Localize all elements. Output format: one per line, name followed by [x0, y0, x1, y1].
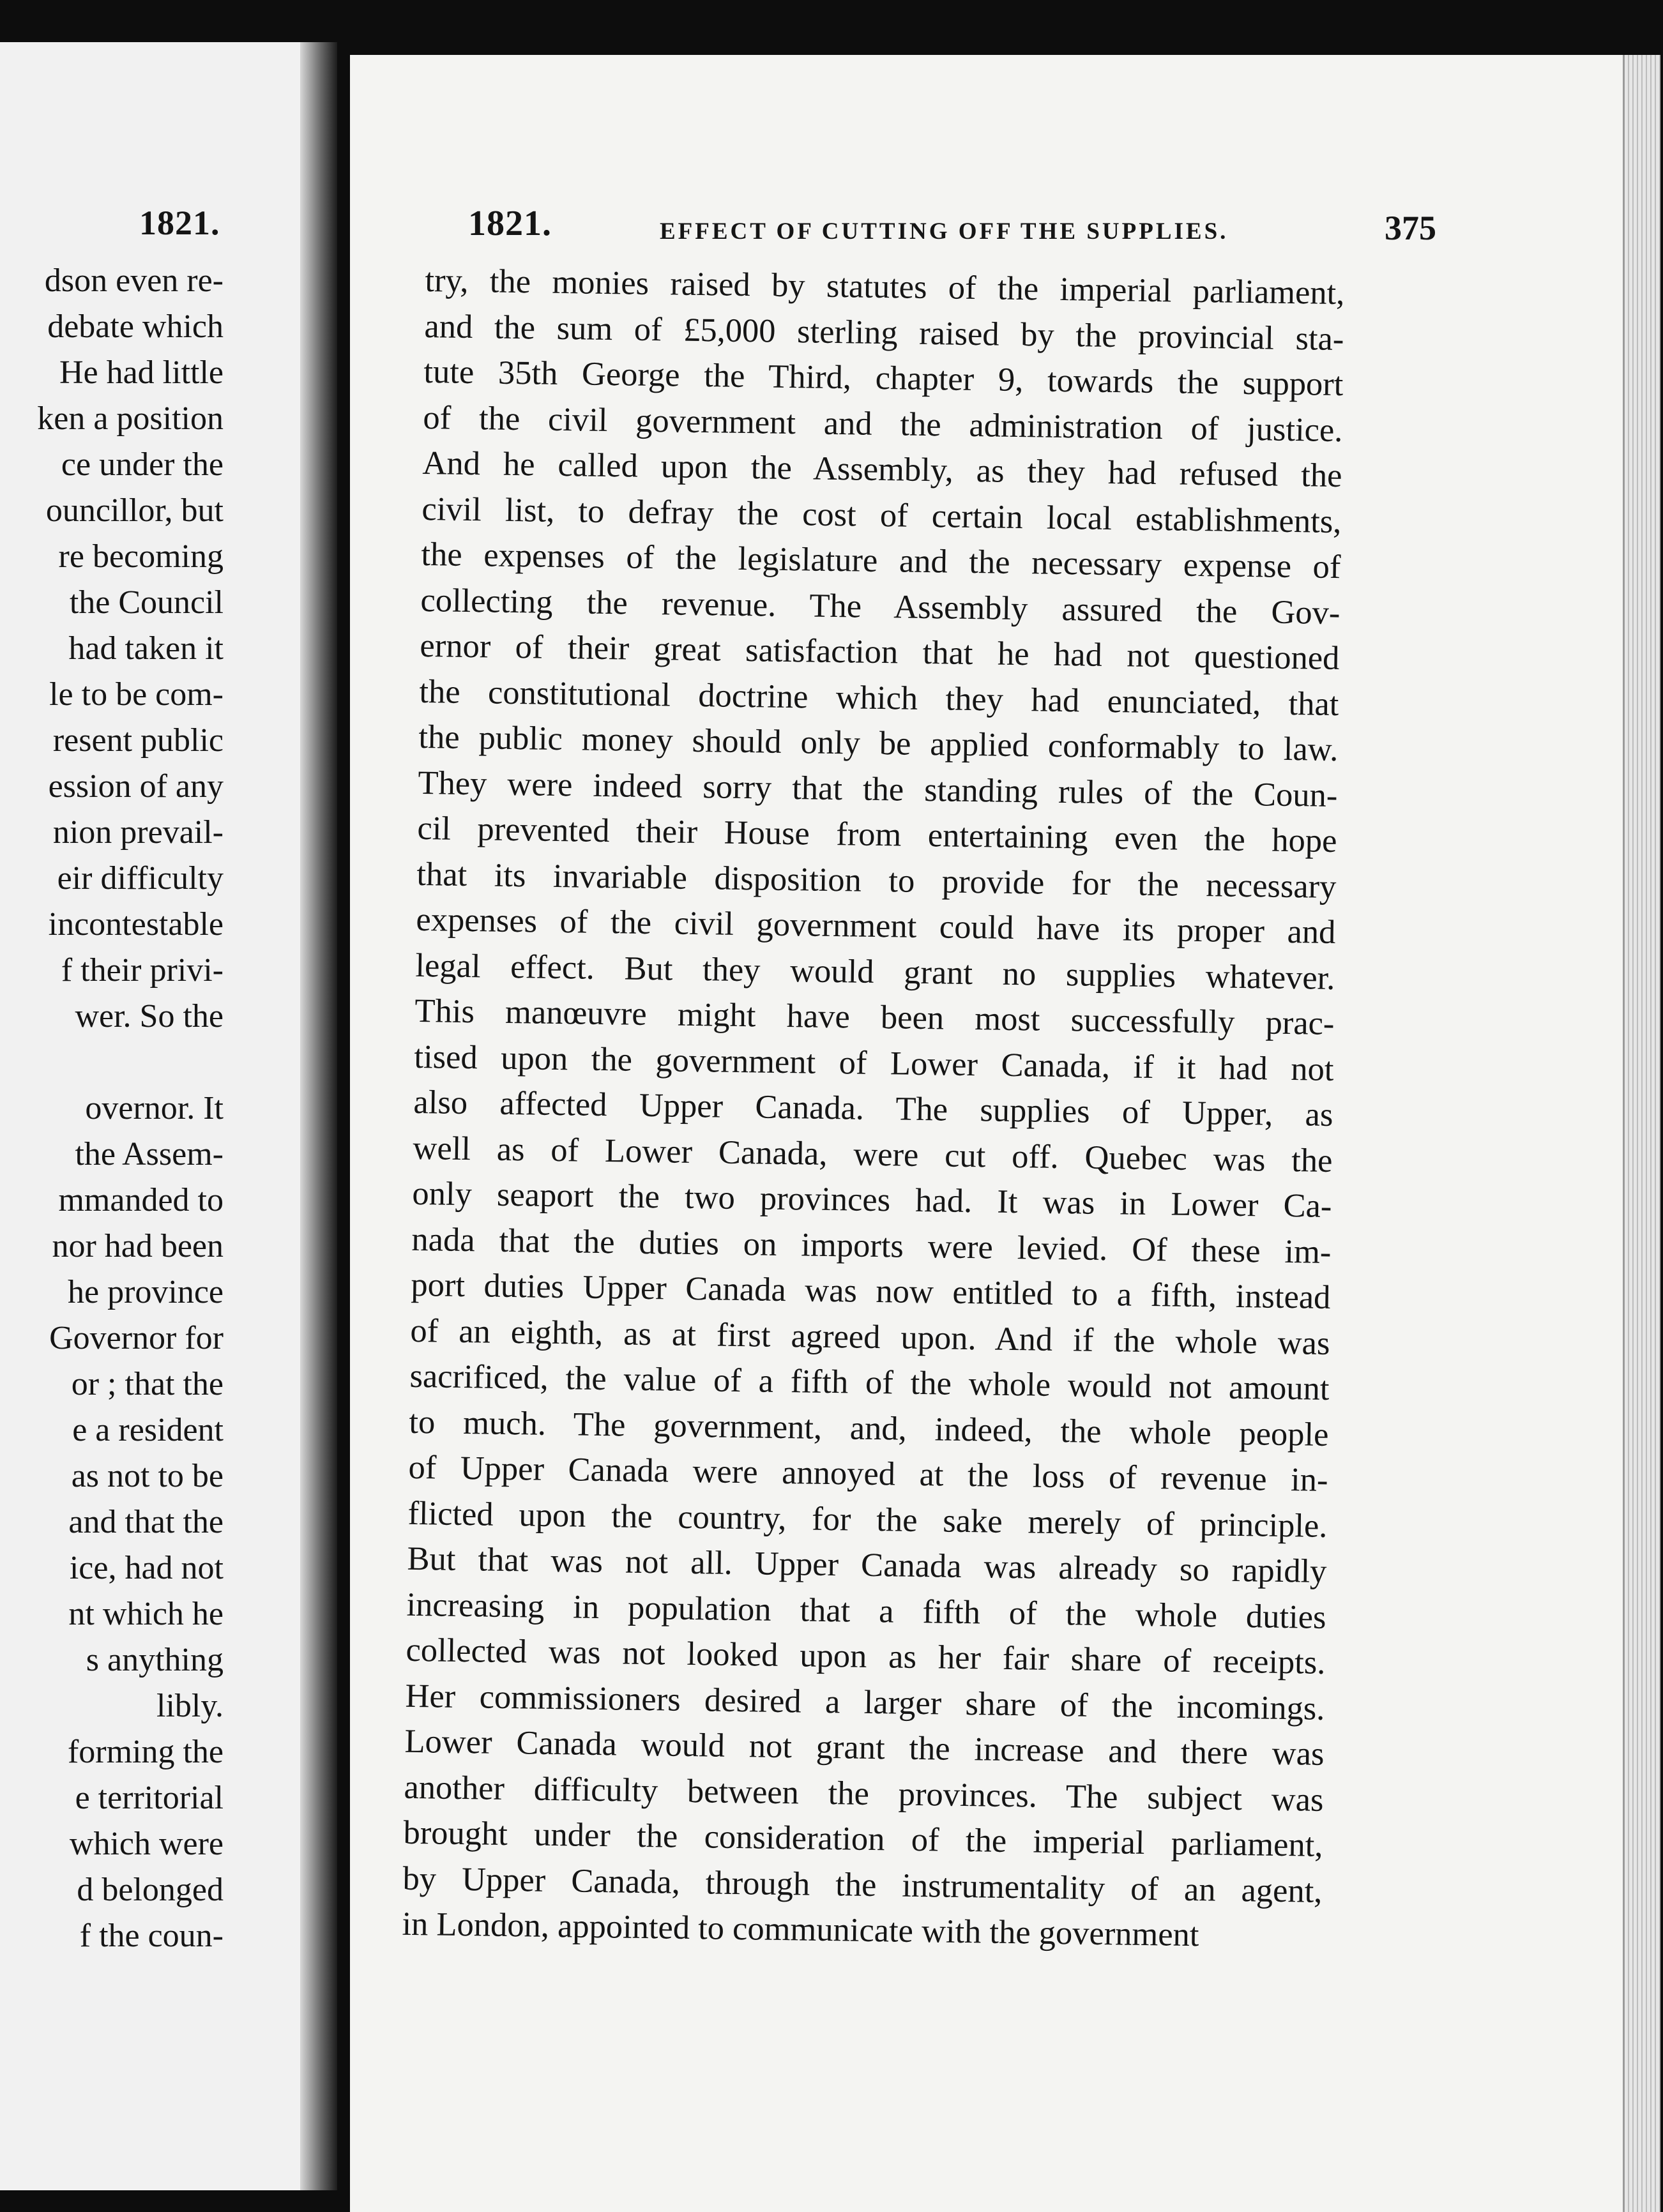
left-page-text	[0, 258, 224, 1959]
text-line: resent public	[52, 722, 224, 759]
text-line: f the coun-	[79, 1918, 224, 1954]
text-line: This manœuvre might have been most successfully prac-	[414, 992, 1335, 1042]
text-line: re becoming	[58, 538, 224, 575]
text-line: ken a position	[37, 400, 224, 437]
text-line: He had little	[59, 354, 224, 391]
text-line: mmanded to	[58, 1182, 224, 1218]
text-line: the public money should only be applied conformably to law.	[418, 718, 1339, 769]
text-line: d belonged	[77, 1872, 224, 1908]
text-line: e territorial	[75, 1780, 224, 1816]
text-line: expenses of the civil government could have its proper and	[416, 900, 1336, 951]
text-line: he province	[67, 1274, 224, 1310]
left-page	[0, 42, 326, 2190]
text-line: in London, appointed to communicate with the government	[402, 1905, 1199, 1954]
text-line: of Upper Canada were annoyed at the loss of revenue in-	[408, 1448, 1328, 1499]
text-line: that its invariable disposition to provide for the necessary	[416, 855, 1337, 905]
text-line: port duties Upper Canada was now entitled to a fifth, instead	[411, 1266, 1331, 1316]
text-line: cil prevented their House from entertaining even the hope	[417, 809, 1337, 860]
text-line: Her commissioners desired a larger share of the incomings.	[405, 1677, 1325, 1727]
text-line: the Council	[69, 584, 224, 621]
text-line: of the civil government and the administration of justice.	[423, 398, 1343, 449]
text-line: another difficulty between the provinces. The subject was	[404, 1768, 1324, 1819]
text-line: and that the	[68, 1504, 224, 1540]
text-line: increasing in population that a fifth of the whole duties	[406, 1586, 1326, 1636]
text-line: by Upper Canada, through the instrumentality of an agent,	[402, 1860, 1323, 1910]
text-line: only seaport the two provinces had. It was in Lower Ca-	[412, 1174, 1332, 1225]
text-line: as not to be	[71, 1458, 224, 1494]
text-line: eir difficulty	[57, 860, 224, 897]
text-line: ernor of their great satisfaction that he had not questioned	[420, 626, 1340, 678]
text-line: nada that the duties on imports were levied. Of these im-	[411, 1220, 1332, 1271]
text-line: brought under the consideration of the imperial parliament,	[403, 1814, 1323, 1864]
text-line: try, the monies raised by statutes of the imperial parliament,	[425, 261, 1345, 312]
text-line: flicted upon the country, for the sake merely of principle.	[407, 1494, 1328, 1545]
text-line: e a resident	[72, 1412, 224, 1448]
text-line: incontestable	[48, 906, 224, 943]
text-line: to much. The government, and, indeed, the whole people	[409, 1403, 1329, 1453]
text-line: well as of Lower Canada, were cut off. Quebec was the	[413, 1129, 1333, 1179]
right-page	[350, 55, 1660, 2212]
body-text	[402, 258, 1345, 1960]
text-line: tute 35th George the Third, chapter 9, towards the support	[423, 352, 1344, 404]
text-line: sacrificed, the value of a fifth of the whole would not amount	[409, 1357, 1330, 1407]
text-line: legal effect. But they would grant no supplies whatever.	[415, 946, 1335, 997]
text-line: They were indeed sorry that the standing rules of the Coun-	[418, 764, 1338, 814]
text-line: ession of any	[48, 768, 224, 805]
text-line: collecting the revenue. The Assembly assured the Gov-	[420, 581, 1340, 632]
page-header-year: 1821.	[468, 204, 552, 243]
text-line: also affected Upper Canada. The supplies of Upper, as	[413, 1083, 1333, 1133]
text-line: overnor. It	[85, 1090, 224, 1126]
text-line: libly.	[156, 1688, 224, 1724]
text-line: ice, had not	[69, 1550, 224, 1586]
text-line: the expenses of the legislature and the necessary expense of	[421, 535, 1341, 586]
text-line: which were	[69, 1826, 224, 1862]
text-line: dson even re-	[44, 262, 224, 299]
text-line: nt which he	[68, 1596, 224, 1632]
text-line: nion prevail-	[52, 814, 224, 851]
text-line: Lower Canada would not grant the increase and there was	[404, 1722, 1325, 1773]
text-line: and the sum of £5,000 sterling raised by the provincial sta-	[424, 307, 1344, 358]
book-gutter	[300, 42, 337, 2190]
text-line: le to be com-	[49, 676, 224, 713]
text-line: of an eighth, as at first agreed upon. And if the whole was	[410, 1312, 1330, 1362]
text-line: But that was not all. Upper Canada was already so rapidly	[407, 1540, 1327, 1590]
text-line: debate which	[47, 308, 224, 345]
page-number: 375	[1385, 209, 1436, 247]
text-line: f their privi-	[61, 952, 224, 989]
text-line	[0, 1040, 224, 1086]
text-line: ce under the	[61, 446, 224, 483]
text-line: ouncillor, but	[45, 492, 224, 529]
text-line: the Assem-	[75, 1136, 224, 1172]
text-line: forming the	[67, 1734, 224, 1770]
text-line: Governor for	[49, 1320, 224, 1356]
text-line: tised upon the government of Lower Canada, if it had not	[414, 1038, 1334, 1088]
text-line: collected was not looked upon as her fair share of receipts.	[406, 1631, 1326, 1681]
text-line: the constitutional doctrine which they had enunciated, that	[419, 672, 1339, 723]
text-line: And he called upon the Assembly, as they had refused the	[422, 444, 1342, 495]
text-line: s anything	[86, 1642, 224, 1678]
text-line: or ; that the	[71, 1366, 224, 1402]
text-line: nor had been	[52, 1228, 224, 1264]
running-head: EFFECT OF CUTTING OFF THE SUPPLIES.	[660, 218, 1229, 245]
text-line: had taken it	[68, 630, 224, 667]
text-line: wer. So the	[75, 998, 224, 1034]
left-page-year: 1821.	[139, 204, 220, 242]
page-edges	[1623, 55, 1660, 2212]
text-line: civil list, to defray the cost of certain local establishments,	[421, 490, 1342, 540]
